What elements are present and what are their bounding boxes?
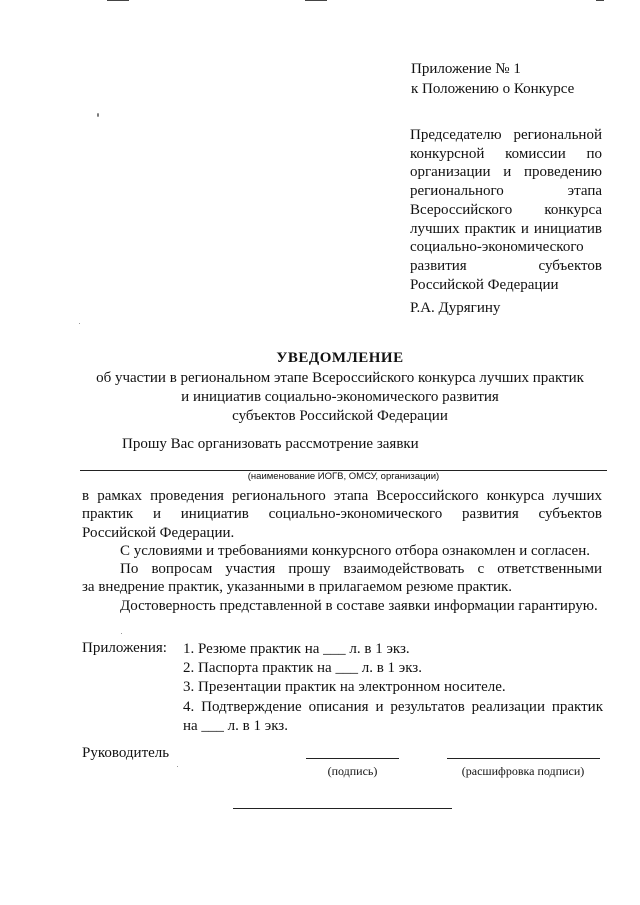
body-line: практик и инициатив социально-экономического развития субъектов [82,506,602,523]
signature-decode-line [447,758,600,759]
attachment-item: 3. Презентации практик на электронном носителе. [183,679,506,696]
scan-mark [596,0,604,1]
body-line: в рамках проведения регионального этапа Всероссийского конкурса лучших [82,488,602,504]
body-paragraph: С условиями и требованиями конкурсного отбора ознакомлен и согласен. [120,542,590,559]
scan-speck [97,113,99,117]
bottom-line [233,808,452,809]
addressee-name: Р.А. Дурягину [410,300,501,316]
addressee-line: Председателю региональной [410,127,602,143]
signature-decode-caption: (расшифровка подписи) [461,764,585,778]
body-line: за внедрение практик, указанными в прилагаемом резюме практик. [82,579,513,596]
subtitle-line: и инициатив социально-экономического развития [181,389,499,405]
addressee-line: социально-экономического [410,239,584,256]
head-label: Руководитель [82,745,170,761]
scan-speck [121,633,122,634]
signature-caption: (подпись) [327,764,378,778]
addressee-line: развития субъектов [410,257,602,274]
document-title: УВЕДОМЛЕНИЕ [276,350,404,366]
document-subtitle [80,369,600,426]
attachments-list [183,640,603,736]
body-line: Российской Федерации. [82,524,235,541]
signature-line [306,758,399,759]
attachments-label: Приложения: [82,640,167,656]
addressee-line: организации и проведению [410,164,602,181]
organization-caption: (наименование ИОГВ, ОМСУ, организации) [247,471,440,482]
subtitle-line: субъектов Российской Федерации [232,408,448,424]
appendix-number: Приложение № 1 [411,61,521,77]
appendix-regulation: к Положению о Конкурсе [411,81,575,97]
scan-speck [177,766,178,767]
appendix-reference [411,59,574,99]
addressee-line: регионального этапа [410,183,602,200]
subtitle-line: об участии в региональном этапе Всероссийского конкурса лучших практик [96,370,584,386]
scan-mark [107,0,129,1]
request-text: Прошу Вас организовать рассмотрение заявки [122,436,419,452]
addressee-line: Российской Федерации [410,276,559,293]
scan-speck [79,323,80,324]
addressee-line: конкурсной комиссии по [410,145,602,162]
body-paragraph [82,560,602,597]
body-text [82,487,602,615]
addressee-line: лучших практик и инициатив [410,220,602,237]
body-line: По вопросам участия прошу взаимодействовать с ответственными [120,561,602,578]
addressee-line: Всероссийского конкурса [410,201,602,218]
addressee-block [410,126,602,294]
scan-mark [305,0,327,1]
attachment-item: 2. Паспорта практик на ___ л. в 1 экз. [183,660,422,677]
attachment-item: 4. Подтверждение описания и результатов реализации практик [183,698,603,715]
attachment-item: 1. Резюме практик на ___ л. в 1 экз. [183,641,410,657]
attachment-item: на ___ л. в 1 экз. [183,717,288,734]
body-paragraph [82,487,602,542]
body-paragraph: Достоверность представленной в составе заявки информации гарантирую. [120,597,598,614]
